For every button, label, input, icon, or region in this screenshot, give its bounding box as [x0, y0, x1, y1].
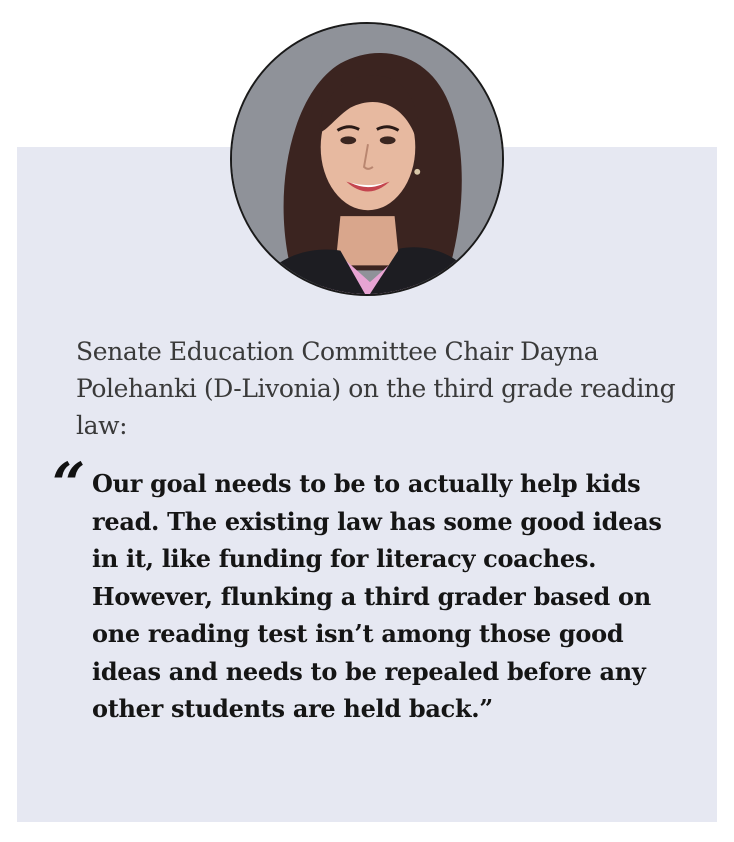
opening-quote-mark-icon: “ [52, 450, 86, 518]
portrait-photo [230, 22, 504, 296]
quote-attribution: Senate Education Committee Chair Dayna Polehanki (D-Livonia) on the third grade reading law: [76, 337, 676, 440]
quote-text: Our goal needs to be to actually help kids read. The existing law has some good ideas in it, like funding for literacy coaches. However, flunking a third grader based on one reading test isn’t among those good ideas and needs to be repealed before any other students are held back.” [92, 469, 662, 723]
portrait-illustration [232, 24, 502, 294]
